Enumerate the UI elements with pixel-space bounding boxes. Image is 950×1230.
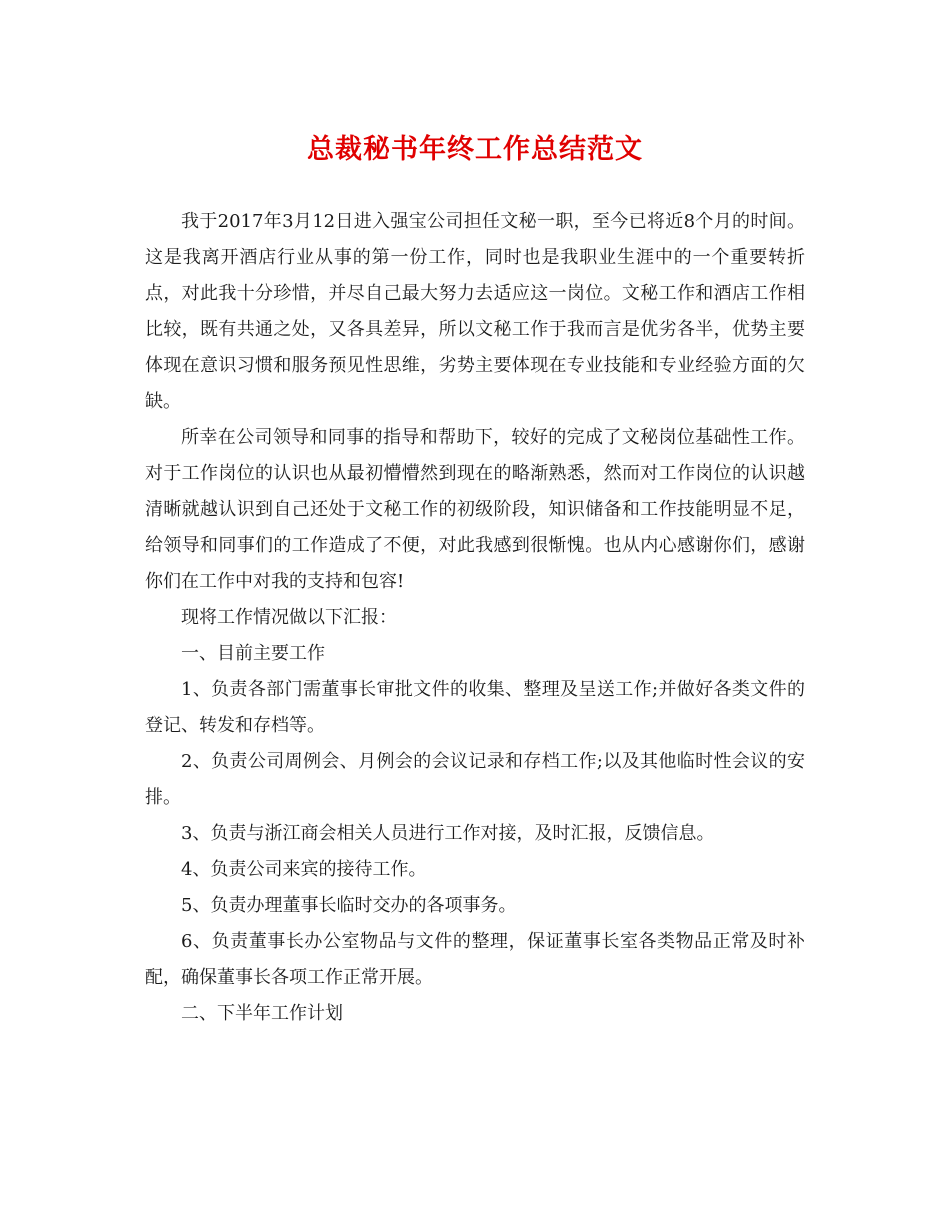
list-item-3: 3、负责与浙江商会相关人员进行工作对接，及时汇报，反馈信息。 [181,823,715,844]
list-item-2: 2、负责公司周例会、月例会的会议记录和存档工作;以及其他临时性会议的安排。 [145,751,805,808]
section-heading-plan: 二、下半年工作计划 [181,1003,343,1024]
paragraph-thanks: 所幸在公司领导和同事的指导和帮助下，较好的完成了文秘岗位基础性工作。对于工作岗位的认识也从最初懵懵然到现在的略渐熟悉，然而对工作岗位的认识越清晰就越认识到自己还处于文秘工作的初级阶段，知识储备和工作技能明显不足，给领导和同事们的工作造成了不便，对此我感到很惭愧。也从内心感谢你们，感谢你们在工作中对我的支持和包容! [145,427,805,592]
document-title: 总裁秘书年终工作总结范文 [307,134,643,165]
list-item-4: 4、负责公司来宾的接待工作。 [181,859,427,880]
section-heading-current-work: 一、目前主要工作 [181,643,325,664]
list-item-6: 6、负责董事长办公室物品与文件的整理，保证董事长室各类物品正常及时补配，确保董事长各项工作正常开展。 [145,931,805,988]
list-item-1: 1、负责各部门需董事长审批文件的收集、整理及呈送工作;并做好各类文件的登记、转发和存档等。 [145,679,805,736]
document-body [145,204,805,1032]
paragraph-report-lead: 现将工作情况做以下汇报： [181,607,397,628]
list-item-5: 5、负责办理董事长临时交办的各项事务。 [181,895,517,916]
paragraph-intro: 我于2017年3月12日进入强宝公司担任文秘一职，至今已将近8个月的时间。这是我离开酒店行业从事的第一份工作，同时也是我职业生涯中的一个重要转折点，对此我十分珍惜，并尽自己最大努力去适应这一岗位。文秘工作和酒店工作相比较，既有共通之处，又各具差异，所以文秘工作于我而言是优劣各半，优势主要体现在意识习惯和服务预见性思维，劣势主要体现在专业技能和专业经验方面的欠缺。 [145,211,805,412]
